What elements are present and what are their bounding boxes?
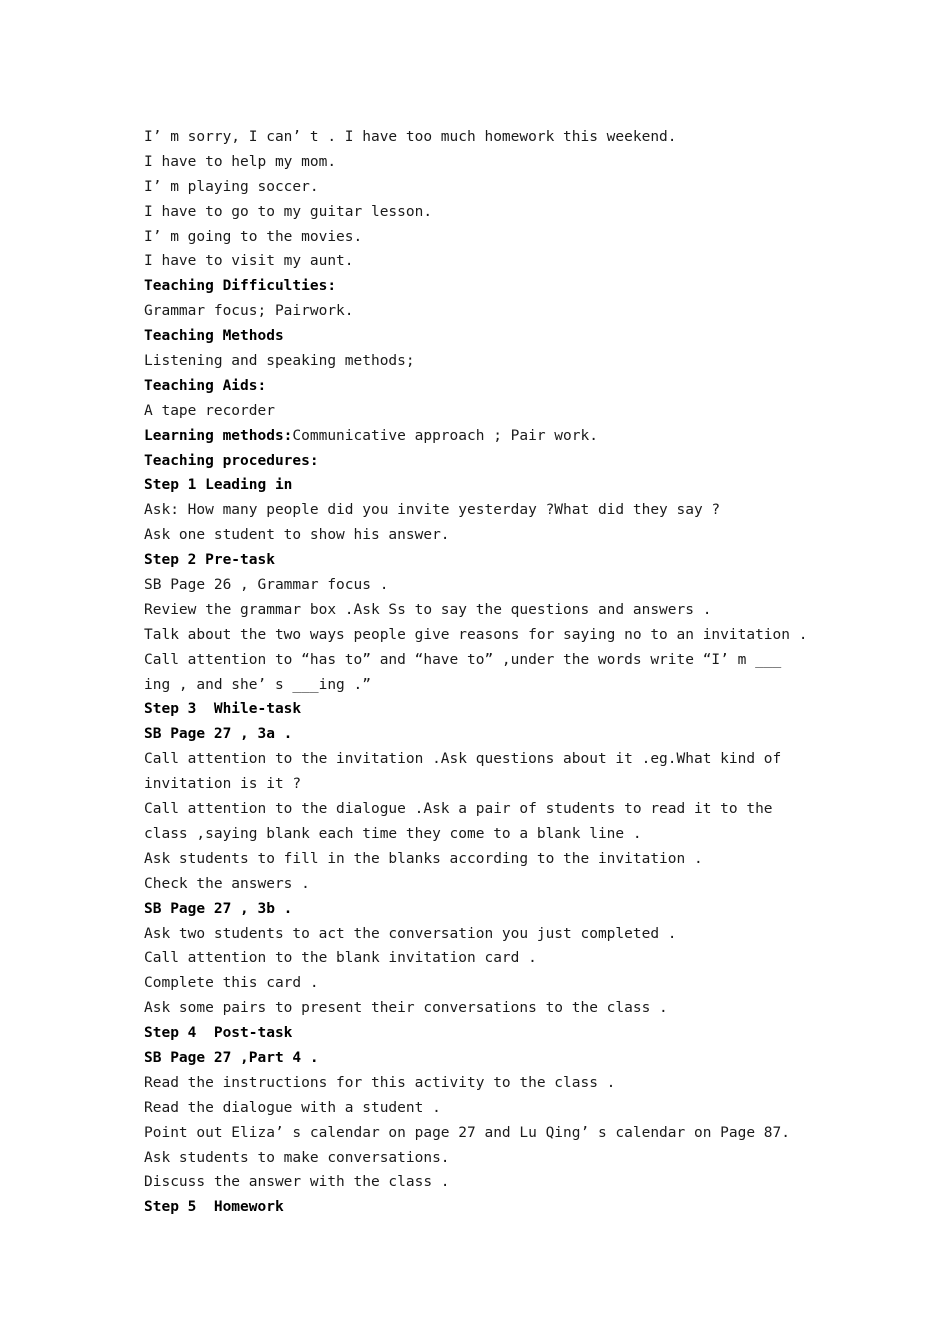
text-line: I have to help my mom. — [144, 153, 337, 170]
text-line: A tape recorder — [144, 402, 275, 419]
text-line: Read the instructions for this activity to the class . — [144, 1074, 616, 1091]
text-line: Discuss the answer with the class . — [144, 1174, 450, 1191]
section-heading: Teaching procedures: — [144, 452, 319, 469]
text-line: I’ m sorry, I can’ t . I have too much homework this weekend. — [144, 129, 677, 145]
text-line: Listening and speaking methods; — [144, 353, 415, 370]
text-line: Call attention to the invitation .Ask questions about it .eg.What kind of — [144, 751, 782, 768]
text-line: Read the dialogue with a student . — [144, 1099, 441, 1116]
section-heading: Teaching Difficulties: — [144, 278, 337, 295]
section-heading: SB Page 27 ,Part 4 . — [144, 1049, 319, 1066]
text-line: I have to go to my guitar lesson. — [144, 203, 433, 220]
text-line: I’ m going to the movies. — [144, 228, 363, 245]
text-line: SB Page 26 , Grammar focus . — [144, 577, 389, 594]
section-text: Communicative approach ; Pair work. — [292, 427, 598, 444]
section-heading: Step 5 Homework — [144, 1199, 284, 1216]
section-heading: Step 4 Post-task — [144, 1025, 293, 1042]
text-line: Point out Eliza’ s calendar on page 27 and Lu Qing’ s calendar on Page 87. — [144, 1124, 791, 1141]
section-label: Learning methods: — [144, 427, 293, 444]
text-line: Review the grammar box .Ask Ss to say the questions and answers . — [144, 601, 712, 618]
text-line — [144, 424, 864, 449]
text-line: I’ m playing soccer. — [144, 178, 319, 195]
document-body — [144, 125, 864, 1220]
text-line: Ask students to make conversations. — [144, 1149, 450, 1166]
text-line: ing , and she’ s ___ing .” — [144, 676, 371, 693]
text-line: Talk about the two ways people give reasons for saying no to an invitation . — [144, 626, 808, 643]
text-line: Call attention to “has to” and “have to” ,under the words write “I’ m ___ — [144, 651, 782, 668]
text-line: Ask students to fill in the blanks according to the invitation . — [144, 850, 703, 867]
section-heading: Step 1 Leading in — [144, 477, 293, 494]
text-line: Check the answers . — [144, 875, 310, 892]
text-line: Complete this card . — [144, 975, 319, 992]
section-heading: Step 2 Pre-task — [144, 552, 275, 569]
text-line: class ,saying blank each time they come to a blank line . — [144, 825, 642, 842]
text-line: Ask: How many people did you invite yesterday ?What did they say ? — [144, 502, 721, 519]
section-heading: Teaching Aids: — [144, 377, 267, 394]
section-heading: Step 3 While-task — [144, 701, 302, 718]
text-line: Call attention to the blank invitation card . — [144, 950, 537, 967]
text-line: Ask one student to show his answer. — [144, 527, 450, 544]
text-line: I have to visit my aunt. — [144, 253, 354, 270]
section-heading: SB Page 27 , 3b . — [144, 900, 293, 917]
text-line: Call attention to the dialogue .Ask a pair of students to read it to the — [144, 801, 773, 818]
text-line: Grammar focus; Pairwork. — [144, 303, 354, 320]
text-line: Ask two students to act the conversation you just completed . — [144, 925, 677, 942]
text-line: Ask some pairs to present their conversations to the class . — [144, 1000, 668, 1017]
section-heading: SB Page 27 , 3a . — [144, 726, 293, 743]
section-heading: Teaching Methods — [144, 328, 284, 345]
text-line: invitation is it ? — [144, 776, 302, 793]
